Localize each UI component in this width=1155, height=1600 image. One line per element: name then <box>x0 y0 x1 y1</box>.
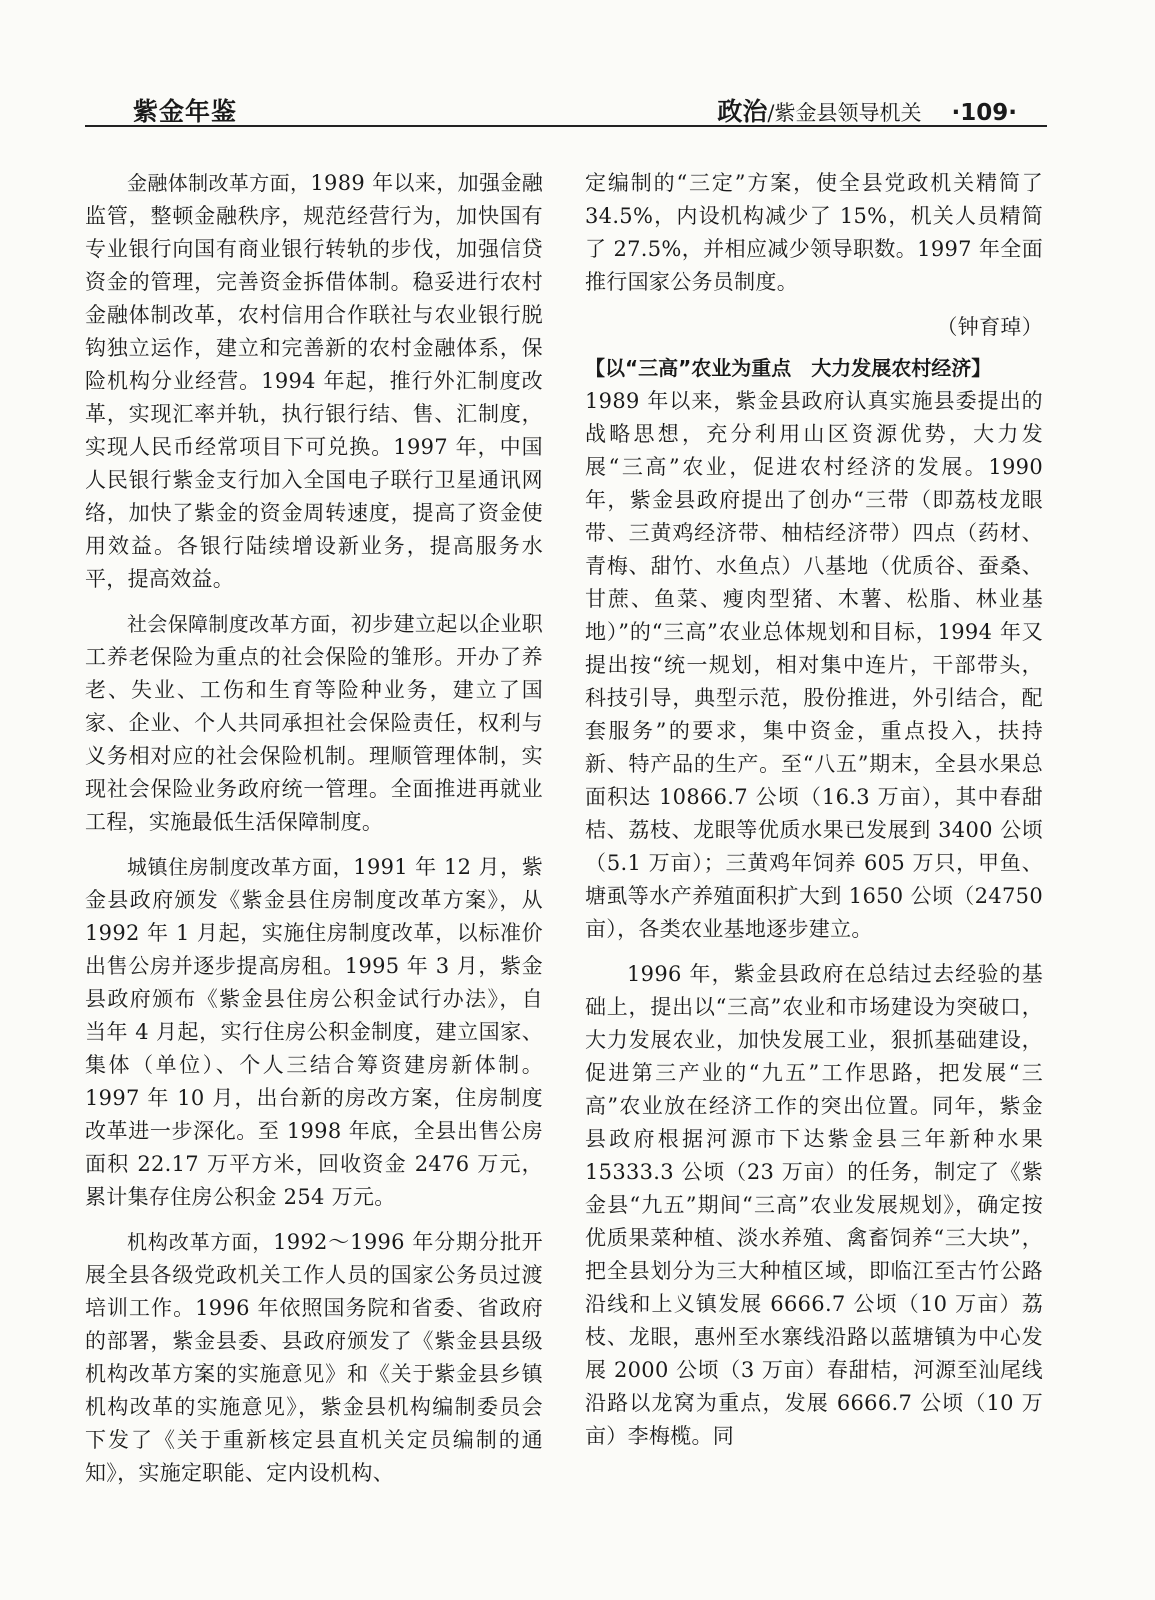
paragraph-text: 1989 年以来，加强金融监管，整顿金融秩序，规范经营行为，加快国有专业银行向国有商业银行转轨的步伐，加强信贷资金的管理，完善资金拆借体制。稳妥进行农村金融体制改革，农村信用合作联社与农业银行脱钩独立运作，建立和完善新的农村金融体系，保险机构分业经营。1994 年起，推行外汇制度改革，实现汇率并轨，执行银行结、售、汇制度，实现人民币经常项目下可兑换。1997 年，中国人民银行紫金支行加入全国电子联行卫星通讯网络，加快了紫金的资金周转速度，提高了资金使用效益。各银行陆续增设新业务，提高服务水平，提高效益。 <box>85 171 543 591</box>
paragraph-continued: 定编制的“三定”方案，使全县党政机关精简了 34.5%，内设机构减少了 15%，机关人员精简了 27.5%，并相应减少领导职数。1997 年全面推行国家公务员制度。 <box>585 171 1043 294</box>
paragraph-text: 1991 年 12 月，紫金县政府颁发《紫金县住房制度改革方案》，从 1992 年 1 月起，实施住房制度改革，以标准价出售公房并逐步提高房租。1995 年 3 月，紫金县政府颁布《紫金县住房公积金试行办法》，自当年 4 月起，实行住房公积金制度，建立国家、集体（单位）、个人三结合筹资建房新体制。1997 年 10 月，出台新的房改方案，住房制度改革进一步深化。至 1998 年底，全县出售公房面积 22.17 万平方米，回收资金 2476 万元，累计集存住房公积金 254 万元。 <box>85 855 543 1209</box>
paragraph-lead: 社会保障制度改革方面， <box>127 612 351 636</box>
paragraph-finance-reform <box>85 167 543 596</box>
subsection-title: /紫金县领导机关 <box>767 101 922 125</box>
paragraph-agriculture-1996: 1996 年，紫金县政府在总结过去经验的基础上，提出以“三高”农业和市场建设为突破口，大力发展农业，加快发展工业，狠抓基础建设，促进第三产业的“九五”工作思路，把发展“三高”农业放在经济工作的突出位置。同年，紫金县政府根据河源市下达紫金县三年新种水果 15333.3 公顷（23 万亩）的任务，制定了《紫金县“九五”期间“三高”农业发展规划》，确定按优质果菜种植、淡水养殖、禽畜饲养“三大块”，把全县划分为三大种植区域，即临江至古竹公路沿线和上义镇发展 6666.7 公顷（10 万亩）荔枝、龙眼，惠州至水寨线沿路以蓝塘镇为中心发展 2000 公顷（3 万亩）春甜桔，河源至汕尾线沿路以龙窝为重点，发展 6666.7 公顷（10 万亩）李梅榄。同 <box>585 962 1043 1448</box>
left-column <box>85 167 543 1502</box>
right-column <box>585 167 1043 1465</box>
paragraph-agriculture-1989: 1989 年以来，紫金县政府认真实施县委提出的战略思想，充分利用山区资源优势，大力发展“三高”农业，促进农村经济的发展。1990 年，紫金县政府提出了创办“三带（即荔枝龙眼带、三黄鸡经济带、柚桔经济带）四点（药材、青梅、甜竹、水鱼点）八基地（优质谷、蚕桑、甘蔗、鱼菜、瘦肉型猪、木薯、松脂、林业基地）”的“三高”农业总体规划和目标，1994 年又提出按“统一规划，相对集中连片，干部带头，科技引导，典型示范，股份推进，外引结合，配套服务”的要求，集中资金，重点投入，扶持新、特产品的生产。至“八五”期末，全县水果总面积达 10866.7 公顷（16.3 万亩），其中春甜桔、荔枝、龙眼等优质水果已发展到 3400 公顷（5.1 万亩）；三黄鸡年饲养 605 万只，甲鱼、塘虱等水产养殖面积扩大到 1650 公顷（24750 亩），各类农业基地逐步建立。 <box>585 389 1043 941</box>
paragraph-lead: 机构改革方面， <box>127 1230 274 1254</box>
book-title: 紫金年鉴 <box>133 97 238 126</box>
page-header <box>85 92 1047 130</box>
paragraph-institution-reform <box>85 1226 543 1490</box>
header-rule <box>85 125 1047 127</box>
paragraph-lead: 城镇住房制度改革方面， <box>127 855 354 879</box>
paragraph-social-security-reform <box>85 608 543 839</box>
page-number: ·109· <box>951 100 1017 126</box>
paragraph-housing-reform <box>85 851 543 1214</box>
author-signature: （钟育琸） <box>936 315 1043 339</box>
section-heading: 【以“三高”农业为重点 大力发展农村经济】 <box>585 356 992 380</box>
paragraph-text: 初步建立起以企业职工养老保险为重点的社会保险的雏形。开办了养老、失业、工伤和生育等险种业务，建立了国家、企业、个人共同承担社会保险责任，权利与义务相对应的社会保险机制。理顺管理体制，实现社会保险业务政府统一管理。全面推进再就业工程，实施最低生活保障制度。 <box>85 612 543 834</box>
paragraph-lead: 金融体制改革方面， <box>127 171 311 195</box>
running-head <box>717 92 1017 128</box>
paragraph-text: 1992～1996 年分期分批开展全县各级党政机关工作人员的国家公务员过渡培训工作。1996 年依照国务院和省委、省政府的部署，紫金县委、县政府颁发了《紫金县县级机构改革方案的实施意见》和《关于紫金县乡镇机构改革的实施意见》，紫金县机构编制委员会下发了《关于重新核定县直机关定员编制的通知》，实施定职能、定内设机构、 <box>85 1230 543 1485</box>
section-title: 政治 <box>717 97 768 126</box>
